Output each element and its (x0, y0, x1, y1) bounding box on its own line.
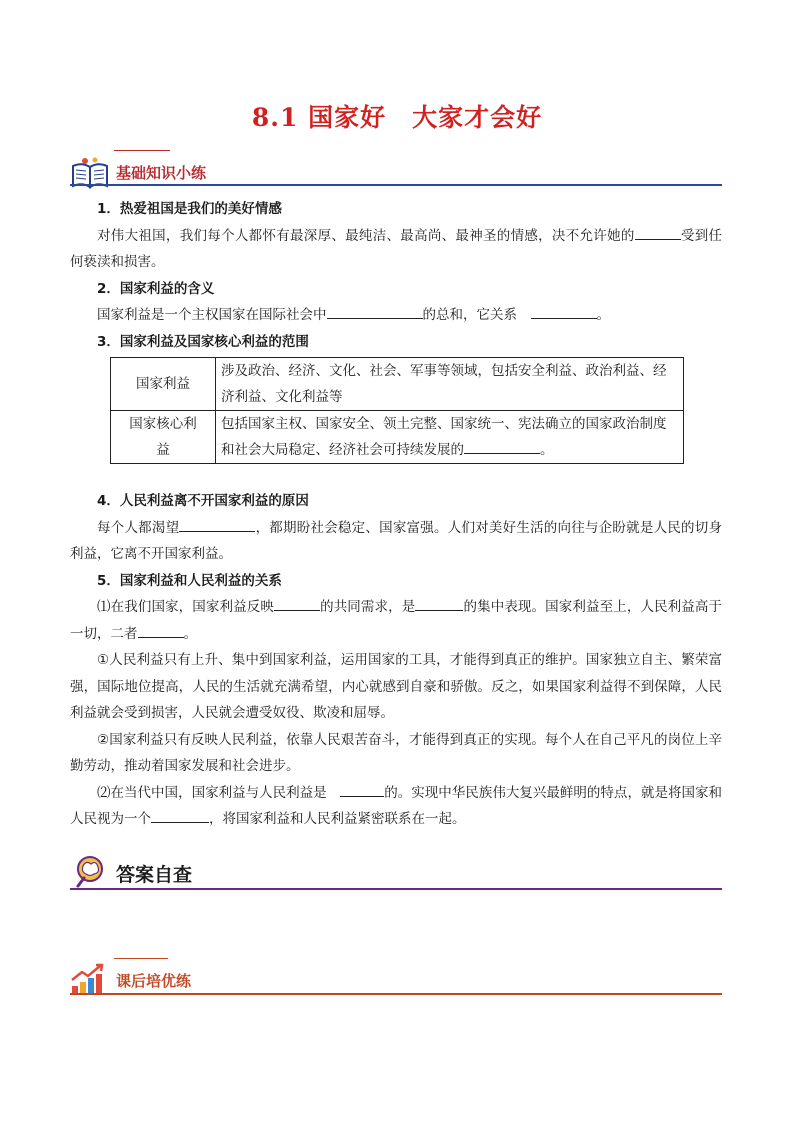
q5-text-part: ⑵在当代中国，国家利益与人民利益是 (97, 784, 327, 801)
q5-text-part: 。 (183, 625, 197, 642)
q2-text (70, 302, 722, 329)
interest-scope-table (110, 357, 684, 464)
section-label: 基础知识小练 (116, 164, 207, 182)
table-cell-text: 包括国家主权、国家安全、领土完整、国家统一、宪法确立的国家政治制度和社会大局稳定、经济社会可持续发展的 (221, 416, 667, 458)
fill-blank[interactable] (327, 303, 423, 319)
fill-blank[interactable] (415, 595, 463, 611)
table-cell-key: 国家利益 (111, 358, 216, 411)
table-row (111, 411, 684, 464)
q2-text-part: 。 (596, 307, 610, 323)
q5-para-4 (70, 780, 722, 833)
q1-text-part: 受到任何亵渎和损害。 (70, 227, 723, 270)
section-accent-line (114, 958, 168, 959)
fill-blank[interactable] (464, 438, 540, 454)
table-cell-text: 涉及政治、经济、文化、社会、军事等领域，包括安全利益、政治利益、经济利益、文化利益等 (221, 363, 667, 405)
q5-text-part: 的集中表现。国家利益至上，人民利益高于一切，二者 (70, 599, 723, 642)
q5-heading: 5．国家利益和人民利益的关系 (97, 572, 282, 589)
q3-heading: 3．国家利益及国家核心利益的范围 (97, 333, 309, 350)
q4-text-part: ，都期盼社会稳定、国家富强。人们对美好生活的向往与企盼就是人民的切身利益，它离不开国家利益。 (70, 519, 723, 562)
section-accent-line (114, 150, 170, 151)
page-title: 8.1 国家好 大家才会好 (251, 103, 543, 132)
section-divider (70, 993, 722, 995)
q1-heading: 1．热爱祖国是我们的美好情感 (97, 201, 282, 217)
table-cell-text: 国家核心利益 (129, 416, 197, 458)
q5-para-3: ②国家利益只有反映人民利益，依靠人民艰苦奋斗，才能得到真正的实现。每个人在自己平凡的岗位上辛勤劳动，推动着国家发展和社会进步。 (70, 731, 722, 774)
q2-text-part: 国家利益是一个主权国家在国际社会中 (97, 307, 327, 323)
fill-blank[interactable] (274, 595, 320, 611)
table-cell-text: 。 (540, 442, 554, 458)
fill-blank[interactable] (138, 622, 184, 638)
q1-text-part: 对伟大祖国，我们每个人都怀有最深厚、最纯洁、最高尚、最神圣的情感，决不允许她的 (97, 227, 635, 244)
bar-chart-arrow-icon (70, 962, 110, 996)
q4-text (70, 515, 722, 568)
q5-text-part: 的。实现中华民族伟大复兴最鲜明的特点，就是将国家和人民视为一个 (70, 784, 723, 827)
section-label: 课后培优练 (116, 972, 192, 990)
section-divider (70, 184, 722, 186)
table-cell-key (111, 411, 216, 464)
q5-para-1 (70, 594, 722, 647)
table-row (111, 358, 684, 411)
fill-blank[interactable] (179, 516, 255, 532)
q5-para-2: ①人民利益只有上升、集中到国家利益，运用国家的工具，才能得到真正的维护。国家独立自主、繁荣富强，国际地位提高，人民的生活就充满希望，内心就感到自豪和骄傲。反之，如果国家利益得不到保障，人民利益就会受到损害，人民就会遭受奴役、欺凌和屈辱。 (70, 652, 722, 721)
table-cell-value (216, 411, 684, 464)
main-content (70, 196, 722, 833)
section-label: 答案自查 (116, 864, 193, 886)
fill-blank[interactable] (340, 781, 384, 797)
table-cell-value (216, 358, 684, 411)
q5-text-part: ，将国家利益和人民利益紧密联系在一起。 (209, 811, 466, 827)
q2-text-part: 的总和，它关系 (422, 307, 517, 323)
fill-blank[interactable] (531, 303, 597, 319)
q2-heading: 2．国家利益的含义 (97, 280, 215, 297)
q5-text-part: ⑴在我们国家，国家利益反映 (97, 599, 274, 615)
fill-blank[interactable] (635, 224, 681, 240)
section-divider (70, 888, 722, 890)
q5-text-part: 的共同需求，是 (319, 599, 416, 615)
q1-text (70, 223, 722, 276)
magnifier-brain-icon (72, 854, 112, 888)
q4-heading: 4．人民利益离不开国家利益的原因 (97, 493, 309, 509)
q4-text-part: 每个人都渴望 (97, 519, 180, 536)
fill-blank[interactable] (151, 807, 209, 823)
